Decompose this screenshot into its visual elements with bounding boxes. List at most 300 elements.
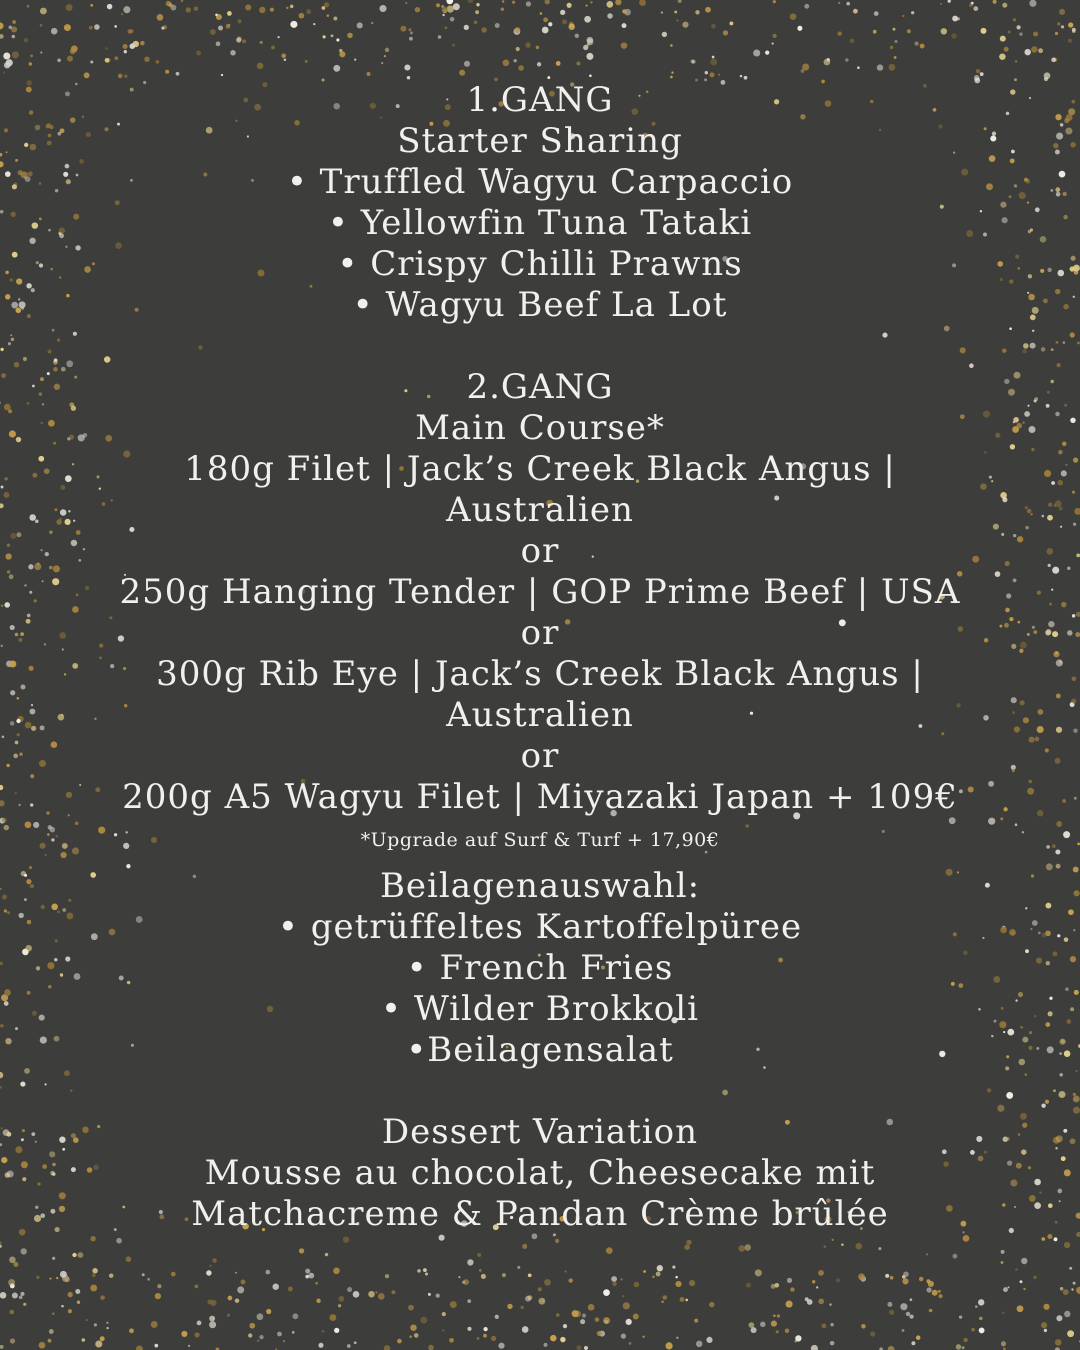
glitter-dot [2,736,5,739]
glitter-dot [1045,903,1051,909]
glitter-dot [305,1269,310,1274]
glitter-dot [329,1314,336,1321]
glitter-dot [795,1340,797,1342]
glitter-dot [920,44,925,49]
glitter-dot [1041,1104,1045,1108]
glitter-dot [1065,464,1067,466]
glitter-dot [90,1285,97,1292]
glitter-dot [32,473,37,478]
course1-title: 1.GANG [466,80,614,120]
glitter-dot [1056,1315,1062,1321]
glitter-dot [1038,48,1043,53]
glitter-dot [787,1278,792,1283]
glitter-dot [292,1313,298,1319]
glitter-dot [948,0,951,3]
glitter-dot [1045,1100,1049,1104]
glitter-dot [676,19,678,21]
glitter-dot [832,1239,834,1241]
glitter-dot [5,1038,11,1044]
glitter-dot [0,1345,4,1349]
glitter-dot [21,307,24,310]
glitter-dot [218,25,223,30]
glitter-dot [89,26,93,30]
glitter-dot [1058,1091,1065,1098]
glitter-dot [49,1151,55,1157]
glitter-dot [467,1259,473,1265]
glitter-dot [979,1327,985,1333]
glitter-dot [906,1312,910,1316]
glitter-dot [858,1273,865,1280]
glitter-dot [512,1,515,4]
glitter-dot [1070,266,1075,271]
glitter-dot [0,1245,2,1248]
glitter-dot [1022,422,1024,424]
glitter-dot [277,1332,282,1337]
glitter-dot [536,46,539,49]
glitter-dot [1071,698,1076,703]
glitter-dot [33,822,39,828]
glitter-dot [1041,1322,1047,1328]
glitter-dot [661,11,663,13]
glitter-dot [1027,405,1029,407]
glitter-dot [1028,426,1035,433]
glitter-dot [911,1341,915,1345]
glitter-dot [586,43,589,46]
glitter-dot [857,66,860,69]
glitter-dot [1051,589,1053,591]
glitter-dot [979,1317,983,1321]
glitter-dot [1056,341,1059,344]
glitter-dot [27,920,32,925]
glitter-dot [838,2,840,4]
glitter-dot [1001,1261,1004,1264]
glitter-dot [811,1345,818,1350]
glitter-dot [662,32,667,37]
glitter-dot [773,0,776,3]
glitter-dot [1055,758,1061,764]
glitter-dot [334,1328,339,1333]
glitter-dot [2,818,7,823]
glitter-dot [652,1275,655,1278]
glitter-dot [414,1333,419,1338]
glitter-dot [68,1309,72,1313]
glitter-dot [691,60,695,64]
glitter-dot [6,764,9,767]
glitter-dot [746,1283,751,1288]
glitter-dot [1022,1037,1028,1043]
glitter-dot [1033,1275,1037,1279]
glitter-dot [52,1312,55,1315]
glitter-dot [1043,298,1048,303]
glitter-dot [442,6,448,12]
glitter-dot [1063,341,1066,344]
glitter-dot [21,1138,24,1141]
glitter-dot [1025,949,1029,953]
glitter-dot [1025,526,1029,530]
glitter-dot [19,1295,23,1299]
glitter-dot [277,36,279,38]
glitter-dot [729,21,733,25]
glitter-dot [477,1253,481,1257]
glitter-dot [521,1306,524,1309]
glitter-dot [1048,621,1054,627]
glitter-dot [271,46,275,50]
glitter-dot [37,562,40,565]
glitter-dot [92,1273,96,1277]
glitter-dot [888,1346,895,1350]
glitter-dot [661,1300,664,1303]
glitter-dot [4,404,11,411]
glitter-dot [893,28,896,31]
glitter-dot [0,210,3,213]
glitter-dot [27,991,31,995]
glitter-dot [15,741,19,745]
glitter-dot [9,1256,16,1263]
glitter-dot [391,1290,395,1294]
glitter-dot [1028,1046,1032,1050]
glitter-dot [315,1282,318,1285]
glitter-dot [550,1335,556,1341]
or-separator: or [520,531,560,571]
glitter-dot [963,1338,967,1342]
glitter-dot [973,6,978,11]
glitter-dot [548,22,552,26]
glitter-dot [1004,47,1009,52]
dessert-title: Dessert Variation [381,1112,699,1152]
glitter-dot [1063,831,1070,838]
glitter-dot [1071,100,1075,104]
glitter-dot [846,2,850,6]
side-item: • Wilder Brokkoli [380,989,700,1029]
glitter-dot [1067,567,1070,570]
glitter-dot [611,1276,617,1282]
glitter-dot [47,833,49,835]
glitter-dot [723,30,728,35]
glitter-dot [1065,127,1072,134]
glitter-dot [0,1072,3,1078]
glitter-dot [415,7,420,12]
glitter-dot [1049,997,1052,1000]
glitter-dot [477,1337,480,1340]
glitter-dot [695,10,699,14]
glitter-dot [993,0,997,4]
glitter-dot [16,719,20,723]
glitter-dot [1048,564,1051,567]
glitter-dot [48,229,51,232]
glitter-dot [452,44,455,47]
glitter-dot [52,1173,55,1176]
glitter-dot [1030,928,1032,930]
glitter-dot [544,1279,551,1286]
glitter-dot [408,1305,414,1311]
glitter-dot [48,825,52,829]
glitter-dot [580,1319,585,1324]
glitter-dot [1043,1304,1049,1310]
glitter-dot [656,1272,661,1277]
glitter-dot [1046,961,1050,965]
glitter-dot [11,212,16,217]
glitter-dot [13,754,18,759]
glitter-dot [1020,642,1027,649]
glitter-dot [52,578,59,585]
glitter-dot [123,6,130,13]
glitter-dot [1050,189,1053,192]
glitter-dot [7,1132,12,1137]
glitter-dot [154,1344,158,1348]
glitter-dot [1016,25,1020,29]
glitter-dot [212,1258,217,1263]
glitter-dot [40,843,46,849]
glitter-dot [107,4,113,10]
glitter-dot [50,1209,55,1214]
glitter-dot [1055,32,1058,35]
glitter-dot [24,898,27,901]
glitter-dot [1042,515,1045,518]
glitter-dot [595,1317,600,1322]
glitter-dot [1072,28,1076,32]
glitter-dot [1003,1287,1008,1292]
glitter-dot [29,866,32,869]
glitter-dot [10,721,15,726]
glitter-dot [31,726,36,731]
glitter-dot [100,1336,105,1341]
glitter-dot [51,838,54,841]
glitter-dot [544,1343,548,1347]
glitter-dot [140,41,145,46]
glitter-dot [1007,1286,1009,1288]
glitter-dot [474,20,478,24]
glitter-dot [1060,526,1062,528]
glitter-dot [1027,788,1034,795]
glitter-dot [0,962,3,965]
glitter-dot [1047,1234,1052,1239]
glitter-dot [11,338,14,341]
glitter-dot [194,7,198,11]
glitter-dot [1049,603,1052,606]
glitter-dot [1064,118,1069,123]
glitter-dot [0,1024,3,1027]
glitter-dot [428,1345,434,1350]
glitter-dot [20,632,24,636]
glitter-dot [35,1141,37,1143]
glitter-dot [1063,1289,1069,1295]
glitter-dot [46,811,49,814]
glitter-dot [347,1344,351,1348]
glitter-dot [1032,626,1035,629]
glitter-dot [479,1269,482,1272]
glitter-dot [286,7,288,9]
glitter-dot [0,503,4,508]
glitter-dot [567,3,572,8]
glitter-dot [1031,448,1034,451]
glitter-dot [711,24,716,29]
glitter-dot [124,50,127,53]
glitter-dot [75,1289,80,1294]
glitter-dot [975,1305,978,1308]
glitter-dot [682,22,688,28]
glitter-dot [1030,343,1036,349]
glitter-dot [878,1247,881,1250]
glitter-dot [5,553,11,559]
glitter-dot [1033,630,1037,634]
glitter-dot [951,33,956,38]
glitter-dot [696,1341,702,1347]
glitter-dot [928,1281,934,1287]
glitter-dot [962,1346,965,1349]
main-option: Australien [446,695,634,735]
glitter-dot [7,1170,14,1177]
glitter-dot [790,1287,794,1291]
glitter-dot [597,1331,602,1336]
glitter-dot [1001,1250,1005,1254]
glitter-dot [114,56,118,60]
glitter-dot [841,1243,843,1245]
glitter-dot [877,64,883,70]
glitter-dot [1008,31,1011,34]
glitter-dot [400,26,406,32]
glitter-dot [887,1302,892,1307]
course1-item: • Truffled Wagyu Carpaccio [286,162,794,202]
glitter-dot [371,22,373,24]
course1-item: • Yellowfin Tuna Tataki [327,203,753,243]
glitter-dot [1000,36,1006,42]
glitter-dot [1015,1268,1018,1271]
glitter-dot [718,74,720,76]
glitter-dot [1044,1329,1047,1332]
glitter-dot [603,1289,610,1296]
glitter-dot [8,342,11,345]
glitter-dot [586,5,588,7]
glitter-dot [670,76,673,79]
glitter-dot [221,74,223,76]
glitter-dot [829,1303,832,1306]
glitter-dot [24,874,27,877]
glitter-dot [894,56,897,59]
glitter-dot [1064,1050,1071,1057]
glitter-dot [1063,1129,1067,1133]
glitter-dot [18,804,20,806]
glitter-dot [889,64,896,71]
glitter-dot [1055,289,1061,295]
glitter-dot [5,151,7,153]
glitter-dot [127,29,132,34]
glitter-dot [556,1313,560,1317]
glitter-dot [889,1310,894,1315]
glitter-dot [49,1278,51,1280]
glitter-dot [760,1322,766,1328]
glitter-dot [1056,192,1061,197]
glitter-dot [981,28,987,34]
glitter-dot [313,23,315,25]
glitter-dot [333,65,340,72]
glitter-dot [607,13,612,18]
glitter-dot [151,1321,158,1328]
main-option: 250g Hanging Tender | GOP Prime Beef | USA [119,572,961,612]
glitter-dot [408,28,411,31]
glitter-dot [39,1015,45,1021]
glitter-dot [29,62,32,65]
glitter-dot [18,913,23,918]
glitter-dot [1029,1195,1036,1202]
course2-title: 2.GANG [466,367,614,407]
glitter-dot [47,123,52,128]
glitter-dot [586,53,593,60]
glitter-dot [564,1270,566,1272]
glitter-dot [1062,442,1067,447]
glitter-dot [353,1291,360,1298]
glitter-dot [40,1213,45,1218]
glitter-dot [622,23,627,28]
glitter-dot [1045,630,1051,636]
glitter-dot [528,1273,532,1277]
glitter-dot [35,520,39,524]
glitter-dot [290,21,297,28]
glitter-dot [53,442,56,445]
glitter-dot [1068,909,1074,915]
glitter-dot [48,134,52,138]
glitter-dot [476,3,479,6]
glitter-dot [55,835,58,838]
glitter-dot [24,1068,30,1074]
glitter-dot [428,1293,431,1296]
glitter-dot [543,17,548,22]
glitter-dot [16,278,22,284]
glitter-dot [468,0,474,3]
glitter-dot [24,38,28,42]
glitter-dot [1028,780,1032,784]
glitter-dot [308,1273,314,1279]
glitter-dot [853,9,858,14]
glitter-dot [235,1298,240,1303]
glitter-dot [1068,22,1073,27]
glitter-dot [518,65,524,71]
glitter-dot [12,252,18,258]
glitter-dot [316,1299,321,1304]
glitter-dot [1055,412,1060,417]
glitter-dot [818,1270,824,1276]
glitter-dot [442,14,444,16]
glitter-dot [215,14,218,17]
glitter-dot [22,1129,25,1132]
glitter-dot [29,238,35,244]
main-option: Australien [446,490,634,530]
glitter-dot [1022,1123,1027,1128]
glitter-dot [4,1001,9,1006]
glitter-dot [1055,1339,1062,1346]
glitter-dot [54,1036,60,1042]
glitter-dot [773,1314,776,1317]
glitter-dot [812,1280,815,1283]
glitter-dot [606,1,613,8]
glitter-dot [1064,1311,1070,1317]
glitter-dot [1032,307,1039,314]
glitter-dot [90,61,93,64]
glitter-dot [230,50,236,56]
glitter-dot [1034,1179,1041,1186]
glitter-dot [1058,480,1064,486]
glitter-dot [1073,1093,1076,1096]
glitter-dot [772,43,774,45]
glitter-dot [1020,1026,1023,1029]
glitter-dot [37,1182,40,1185]
glitter-dot [830,1323,833,1326]
glitter-dot [45,854,47,856]
glitter-dot [5,171,11,177]
glitter-dot [94,24,100,30]
glitter-dot [932,1290,938,1296]
glitter-dot [1030,228,1033,231]
glitter-dot [210,1300,216,1306]
